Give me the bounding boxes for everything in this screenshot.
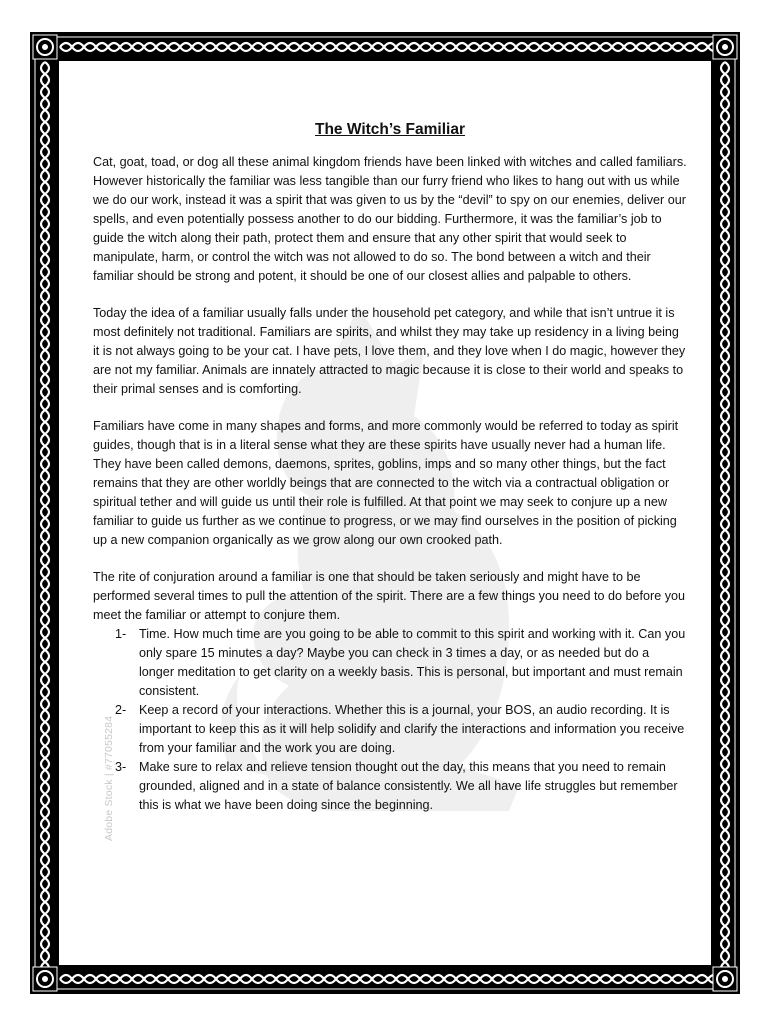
list-item-number: 1- bbox=[115, 627, 127, 641]
ornamental-border bbox=[30, 32, 740, 994]
list-item-text: Make sure to relax and relieve tension thought out the day, this means that you need to remain grounded, aligned and in a state of balance consistently. We all have life struggles but remember this is what we have been doing since the beginning. bbox=[139, 760, 678, 812]
paragraph-1: Cat, goat, toad, or dog all these animal kingdom friends have been linked with witches and called familiars. However historically the familiar was less tangible than our furry friend who likes to hang out with us while we do our work, instead it was a spirit that was given to us by the “devil” to spy on our enemies, deliver our spells, and even potentially possess another to do our bidding. Furthermore, it was the familiar’s job to guide the witch along their path, protect them and ensure that any other spirit that would seek to manipulate, harm, or control the witch was not allowed to do so. The bond between a witch and their familiar should be strong and potent, it should be one of our closest allies and palpable to others. bbox=[93, 155, 687, 283]
list-item-text: Time. How much time are you going to be able to commit to this spirit and working with it. Can you only spare 15 minutes a day? Maybe you can check in 3 times a day, or as needed but do a longer meditation to get clarity on a weekly basis. This is personal, but important and must remain consistent. bbox=[139, 627, 686, 698]
paragraph-4: The rite of conjuration around a familiar is one that should be taken seriously and might have to be performed several times to pull the attention of the spirit. There are a few things you need to do before you meet the familiar or attempt to conjure them. bbox=[93, 570, 686, 622]
list-item bbox=[93, 758, 687, 815]
document-title: The Witch’s Familiar bbox=[314, 121, 465, 138]
list-item bbox=[93, 701, 687, 758]
list-item-text: Keep a record of your interactions. Whether this is a journal, your BOS, an audio recording. It is important to keep this as it will help solidify and clarify the interactions and information you receive from your familiar and the work you are doing. bbox=[139, 703, 685, 755]
list-item-number: 3- bbox=[115, 760, 127, 774]
document-content bbox=[93, 121, 687, 815]
document-page bbox=[58, 60, 712, 966]
paragraph-3: Familiars have come in many shapes and forms, and more commonly would be referred to today as spirit guides, though that is in a literal sense what they are these spirits have usually never had a human life. They have been called demons, daemons, sprites, goblins, imps and so many other things, but the fact remains that they are other worldly beings that are connected to the witch via a contractual obligation or spiritual tether and will guide us until their role is fulfilled. At that point we may seek to conjure up a new familiar to guide us further as we continue to progress, or we may find ourselves in the position of picking up a new companion organically as we grow along our own crooked path. bbox=[93, 419, 679, 547]
paragraph-2: Today the idea of a familiar usually falls under the household pet category, and while that isn’t untrue it is most definitely not traditional. Familiars are spirits, and whilst they may take up residency in a living being it is not always going to be your cat. I have pets, I love them, and they love when I do magic, however they are not my familiar. Animals are innately attracted to magic because it is close to their world and speaks to their primal senses and is comforting. bbox=[93, 306, 686, 396]
list-item-number: 2- bbox=[115, 703, 127, 717]
list-item bbox=[93, 625, 687, 701]
conjuration-steps-list bbox=[93, 625, 687, 815]
stock-watermark-text: Adobe Stock | #77055284 bbox=[103, 715, 115, 841]
